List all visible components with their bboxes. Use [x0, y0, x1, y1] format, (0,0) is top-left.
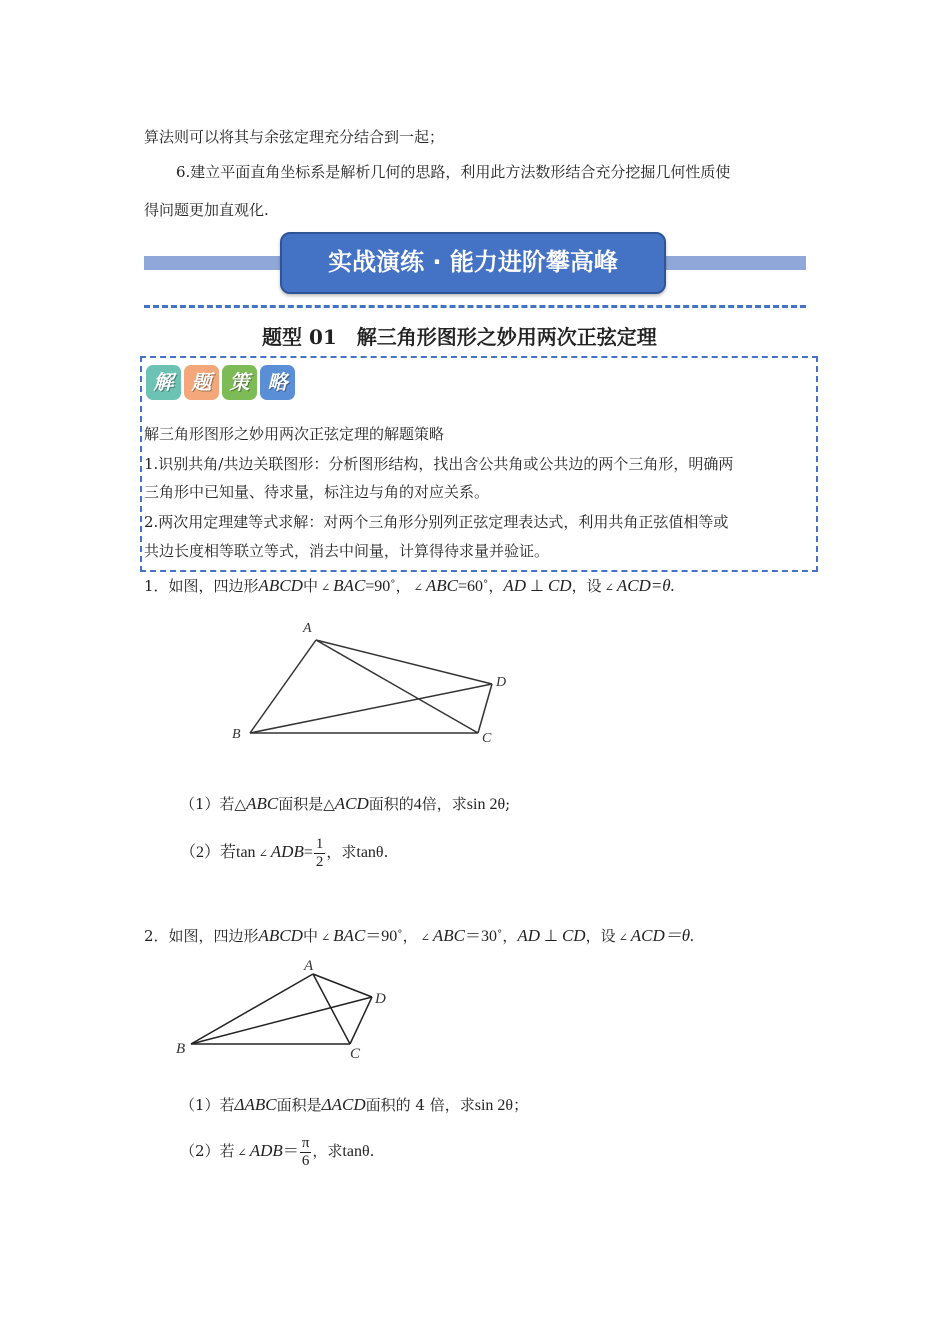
- problem2-q1: （1）若ΔABC面积是ΔACD面积的 4 倍，求sin 2θ；: [180, 1095, 529, 1114]
- edge-ab: [250, 640, 316, 733]
- label-b: B: [232, 727, 241, 742]
- strategy-p2-line2: 共边长度相等联立等式，消去中间量，计算得待求量并验证。: [144, 542, 550, 560]
- intro-line-3: 得问题更加直观化.: [144, 201, 269, 219]
- diag-bd: [191, 997, 372, 1044]
- problem1-figure: [220, 612, 520, 752]
- diag-ac: [316, 640, 478, 733]
- edge-cd: [350, 997, 372, 1044]
- intro-line-1: 算法则可以将其与余弦定理充分结合到一起；: [144, 128, 445, 146]
- separator: [144, 305, 806, 308]
- strategy-p2-line1: 2.两次用定理建等式求解：对两个三角形分别列正弦定理表达式，利用共角正弦值相等或: [144, 513, 729, 531]
- label-d: D: [375, 991, 386, 1007]
- badge-lue: 略: [260, 365, 295, 400]
- badge-ce: 策: [222, 365, 257, 400]
- problem2-q2: （2）若 ∠ ADB＝ $\frac{\pi}{6}$ ，求tanθ.: [180, 1134, 375, 1169]
- label-d: D: [496, 675, 507, 690]
- section-banner: [280, 232, 666, 294]
- problem1-statement: 1．如图，四边形ABCD中 ∠ BAC=90˚， ∠ ABC=60˚，AD ⊥ CD，设 ∠ ACD=θ.: [144, 576, 675, 595]
- badge-jie: 解: [146, 365, 181, 400]
- fraction-pi-over-six: $\frac{\pi}{6}$: [301, 1134, 310, 1169]
- edge-cd: [478, 684, 492, 733]
- section-title: 题型 01 解三角形图形之妙用两次正弦定理: [262, 325, 657, 349]
- strategy-p1-line2: 三角形中已知量、待求量，标注边与角的对应关系。: [144, 483, 490, 501]
- edge-da: [316, 640, 492, 684]
- label-a: A: [304, 958, 314, 974]
- diag-ac: [313, 974, 350, 1044]
- problem1-q2: （2）若tan ∠ ADB= $\frac{1}{2}$ ，求tanθ.: [180, 835, 389, 870]
- strategy-p1-line1: 1.识别共角/共边关联图形：分析图形结构，找出含公共角或公共边的两个三角形，明确两: [144, 455, 734, 473]
- problem2-figure: [170, 955, 400, 1065]
- badge-ti: 题: [184, 365, 219, 400]
- diag-bd: [250, 684, 492, 733]
- label-a: A: [303, 621, 312, 636]
- fraction-one-half: $\frac{1}{2}$: [315, 835, 324, 870]
- strategy-badges: [146, 365, 298, 400]
- problem2-statement: 2．如图，四边形ABCD中 ∠ BAC＝90˚， ∠ ABC＝30˚，AD ⊥ CD，设 ∠ ACD＝θ.: [144, 926, 695, 945]
- edge-ab: [191, 974, 313, 1044]
- banner-text: 实战演练 · 能力进阶攀高峰: [328, 248, 618, 276]
- label-c: C: [482, 731, 492, 746]
- label-b: B: [176, 1041, 186, 1057]
- strategy-heading: 解三角形图形之妙用两次正弦定理的解题策略: [144, 425, 445, 443]
- problem1-q1: （1）若△ABC面积是△ACD面积的4倍，求sin 2θ;: [180, 794, 511, 813]
- label-c: C: [350, 1046, 361, 1062]
- edge-da: [313, 974, 372, 997]
- intro-line-2: 6.建立平面直角坐标系是解析几何的思路，利用此方法数形结合充分挖掘几何性质使: [176, 163, 731, 181]
